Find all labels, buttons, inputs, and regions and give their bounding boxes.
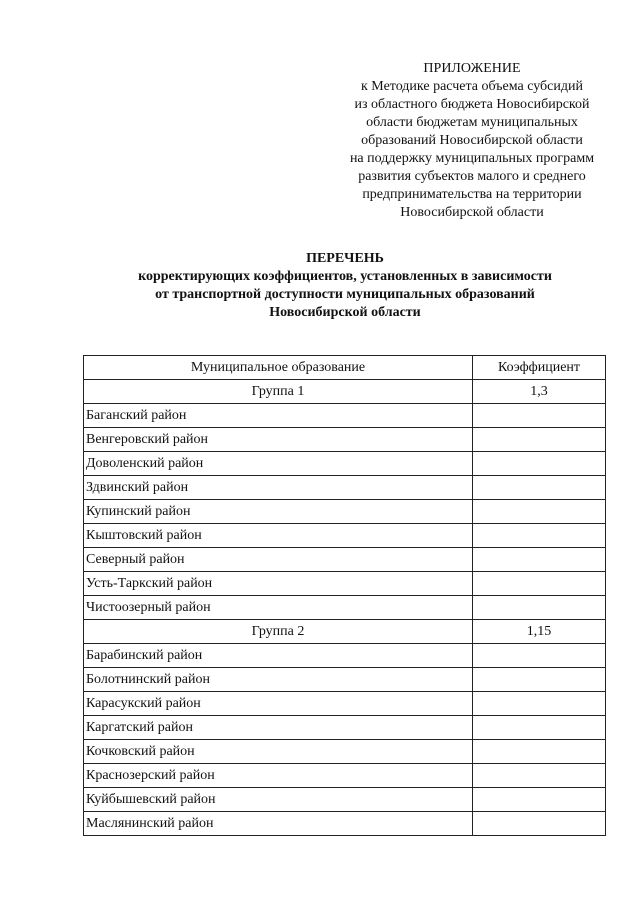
table-row [84, 764, 606, 788]
table-row [84, 548, 606, 572]
table-row [84, 716, 606, 740]
coefficient-cell [473, 668, 606, 692]
annex-line: к Методике расчета объема субсидий [361, 79, 583, 94]
group-row [84, 380, 606, 404]
table-row [84, 788, 606, 812]
heading-line: от транспортной доступности муниципальных образований [155, 287, 535, 302]
coefficients-table [83, 355, 606, 836]
table-row [84, 428, 606, 452]
district-name: Болотнинский район [84, 668, 473, 692]
heading-line: корректирующих коэффициентов, установленных в зависимости [138, 269, 552, 284]
heading-title: ПЕРЕЧЕНЬ [306, 251, 384, 266]
district-name: Карасукский район [84, 692, 473, 716]
coefficient-cell [473, 740, 606, 764]
table-row [84, 812, 606, 836]
district-name: Здвинский район [84, 476, 473, 500]
annex-line: Новосибирской области [400, 205, 544, 220]
coefficient-cell [473, 572, 606, 596]
district-name: Каргатский район [84, 716, 473, 740]
district-name: Северный район [84, 548, 473, 572]
coefficient-cell [473, 428, 606, 452]
coefficient-cell [473, 716, 606, 740]
annex-line: предпринимательства на территории [362, 187, 582, 202]
annex-line: области бюджетам муниципальных [366, 115, 578, 130]
coefficient-cell [473, 500, 606, 524]
coefficient-cell [473, 452, 606, 476]
table-row [84, 572, 606, 596]
annex-line: образований Новосибирской области [361, 133, 583, 148]
group-name: Группа 2 [84, 620, 473, 644]
table-row [84, 452, 606, 476]
coefficient-cell [473, 644, 606, 668]
coefficient-cell [473, 596, 606, 620]
district-name: Баганский район [84, 404, 473, 428]
coefficient-cell [473, 812, 606, 836]
table-row [84, 500, 606, 524]
annex-title: ПРИЛОЖЕНИЕ [423, 61, 521, 76]
district-name: Кыштовский район [84, 524, 473, 548]
table-row [84, 692, 606, 716]
coefficient-cell [473, 548, 606, 572]
group-coefficient: 1,3 [473, 380, 606, 404]
district-name: Барабинский район [84, 644, 473, 668]
annex-line: развития субъектов малого и среднего [358, 169, 586, 184]
table-row [84, 404, 606, 428]
table-row [84, 740, 606, 764]
coefficient-cell [473, 524, 606, 548]
group-coefficient: 1,15 [473, 620, 606, 644]
district-name: Маслянинский район [84, 812, 473, 836]
district-name: Венгеровский район [84, 428, 473, 452]
table-row [84, 596, 606, 620]
table-row [84, 524, 606, 548]
table-header-row [84, 356, 606, 380]
coefficient-cell [473, 788, 606, 812]
heading-line: Новосибирской области [269, 305, 421, 320]
coefficient-cell [473, 476, 606, 500]
group-row [84, 620, 606, 644]
table-row [84, 668, 606, 692]
district-name: Кочковский район [84, 740, 473, 764]
annex-block [330, 60, 614, 222]
table-row [84, 476, 606, 500]
coefficient-cell [473, 692, 606, 716]
district-name: Куйбышевский район [84, 788, 473, 812]
district-name: Усть-Таркский район [84, 572, 473, 596]
district-name: Купинский район [84, 500, 473, 524]
district-name: Доволенский район [84, 452, 473, 476]
coefficient-cell [473, 404, 606, 428]
document-heading [60, 250, 630, 322]
annex-line: из областного бюджета Новосибирской [354, 97, 590, 112]
table-row [84, 644, 606, 668]
district-name: Краснозерский район [84, 764, 473, 788]
district-name: Чистоозерный район [84, 596, 473, 620]
group-name: Группа 1 [84, 380, 473, 404]
coefficient-cell [473, 764, 606, 788]
annex-line: на поддержку муниципальных программ [349, 151, 595, 166]
column-header-coefficient: Коэффициент [473, 356, 606, 380]
column-header-municipality: Муниципальное образование [84, 356, 473, 380]
